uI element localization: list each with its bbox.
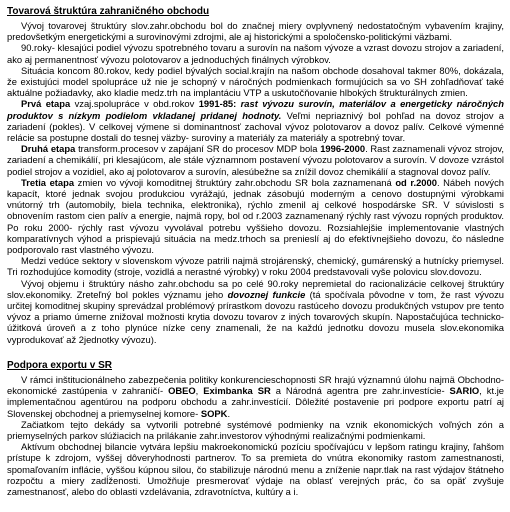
paragraph: Začiatkom tejto dekády sa vytvorili potrebné systémové podmienky na vznik ekonomických voľných zón a priemyselných parkov slúžiacich na prilákanie zahr.investorov výhodnými realizačnými podmienkami. — [7, 418, 504, 441]
stage-label: Tretia etapa — [21, 176, 75, 188]
paragraph: Medzi vedúce sektory v slovenskom vývoze patrili najmä strojárenský, chemický, gumárenský a hutnícky priemysel. Tri rozhodujúce komodity (stroje, vozidlá a nerastné výrobky) v roku 2004 predstavovali vyše polovicu slov.dovozu. — [7, 255, 504, 278]
paragraph-second-stage: Druhá etapa transform.procesov v zapájaní SR do procesov MDP bola 1996-2000. Rast zaznamenali vývoz strojov, zariadení a chemikálií, pri klesajúcom, ale stále významnom postavení vývozu polotovarov a surovín. V dovoze vzrástol podiel strojov a vozidiel, ako aj polotovarov a surovín, alesúbežne sa znížil dovoz chemikálií a stagnoval dovoz palív. — [7, 143, 505, 177]
stage-label: Druhá etapa — [21, 143, 76, 155]
section-title-commodity-structure: Tovarová štruktúra zahraničného obchodu — [7, 6, 210, 17]
stage-label: Prvá etapa — [21, 98, 71, 110]
paragraph: Vývoj objemu i štruktúry násho zahr.obchodu sa po celé 90.roky nepremietal do racionalizácie celkovej štruktúry slov.ekonomiky. Zreteľný bol pokles významu jeho dovoznej funkcie (tá spočívala pôvodne v tom, že rast vývozu určitej komoditnej skupiny sprevádzal problémový prírastkom dovozu rastúceho dovozu produkčných vstupov pre tento vývoz a priamo úmerne znižoval možnosti krytia dovozu tovarov z iných tovarových skupín. Napostačujúca technicko-úžitková úroveň a z toho plynúce nízke ceny znamenali, že na každú jednotku dovozu musela slov.ekonomika vyprodukovať až 2jednotky vývozu). — [7, 277, 504, 345]
paragraph: Situácia koncom 80.rokov, kedy podiel bývalých social.krajín na našom obchode dosahoval takmer 80%, dokázala, že existujúci model spolupráce už nie je schopný v náročných podmienkach formujúcich sa vo SH zohľadňovať také aktuálne požiadavky, ako kladie medz.trh na implantáciu VTP a uskutočňovanie hlbokých štrukturálnych zmien. — [7, 64, 504, 99]
section-spacer — [7, 345, 504, 360]
paragraph: Aktívum obchodnej bilancie vytvára lepšiu makroekonomickú pozíciu spočívajúcu v lepšom ratingu krajiny, ľahšom prístupe k zdrojom, vyššej dôveryhodnosti partnerov. To sa premieta do vnútra ekonomiky rastom zamestnanosti, spomaľovaním inflácie, vyššou kúpnou silou, čo stabilizuje národnú menu a zníženie napr.tlak na rast výdajov štátneho rozpočtu a miery zadĺženosti. Umožňuje presmerovať výdaje na oblasť verejných prác, čo sa opäť zvyšuje zamestnanosť, alebo do oblasti vzdelávania, zdravotníctva, kultúry a i. — [7, 441, 504, 497]
paragraph: V rámci inštitucionálneho zabezpečenia politiky konkurencieschopnosti SR hrajú významnú úlohu najmä Obchodno-ekonomické zastúpenia v zahraničí- OBEO, Eximbanka SR a Národná agentra pre zahr.investície- SARIO, kt.je implementačnou agentúrou na podporu obchodu a zahr.investícií. Dôležité postavenie pri podpore exportu patrí aj Slovenskej obchodnej a priemyselnej komore- SOPK. — [7, 373, 504, 419]
paragraph: Vývoj tovarovej štruktúry slov.zahr.obchodu bol do značnej miery ovplyvnený nedostatočným vybavením krajiny, predovšetkým energetickými a surovinovými zdrojmi, ale aj historickými a spoločensko-politickými väzbami. — [7, 20, 504, 43]
paragraph-first-stage: Prvá etapa vzaj.spolupráce v obd.rokov 1991-85: rast vývozu surovín, materiálov a energeticky náročných produktov s nízkym podielom vkladanej pridanej hodnoty. Veľmi nepriaznivý bol pohľad na dovoz strojov a zariadení (pokles). V celkovej výmene si dominantnosť zachoval vývoz polotovarov a dovoz palív. Celkové výmenné relácie sa postupne dostali do tesnej väzby- suroviny a materiály za materiály a spotrebný tovar. — [7, 98, 504, 144]
section-title-export-support: Podpora exportu v SR — [7, 359, 113, 371]
paragraph: 90.roky- klesajúci podiel vývozu spotrebného tovaru a surovín na našom vývoze a vzrast dovozu strojov a zariadení, ako aj permanentnosť vývozu polotovarov a jednoduchých finálnych výrobkov. — [7, 42, 504, 65]
paragraph-third-stage: Tretia etapa zmien vo vývoji komoditnej štruktúry zahr.obchodu SR bola zaznamenaná od r.2000. Nábeh nových kapacít, ktoré jednak svojou produkciou vyrážajú, jednak zásobujú moderným a cenovo dostupnými výrobkami vnútorný trh (automobily, biela technika, elektronika), rýchlo zmenil aj celkové hospodárske SR. V súvislosti s obnovením rastom cien palív a energie, najmä ropy, bol od r.2003 zaznamenaný rýchly rast vývozu ropných produktov. Po roku 2000- rýchly rast vývozu vyvolával potrebu vyššieho dovozu. Rozsiahlejšie implementovanie vlastných komparatívnych výhod a prispievajú situácia na medz.trhoch sa prenieslí aj do efektívnejšieho dovozu, čo následne podporovalo rast vlastného vývozu. — [7, 176, 505, 256]
